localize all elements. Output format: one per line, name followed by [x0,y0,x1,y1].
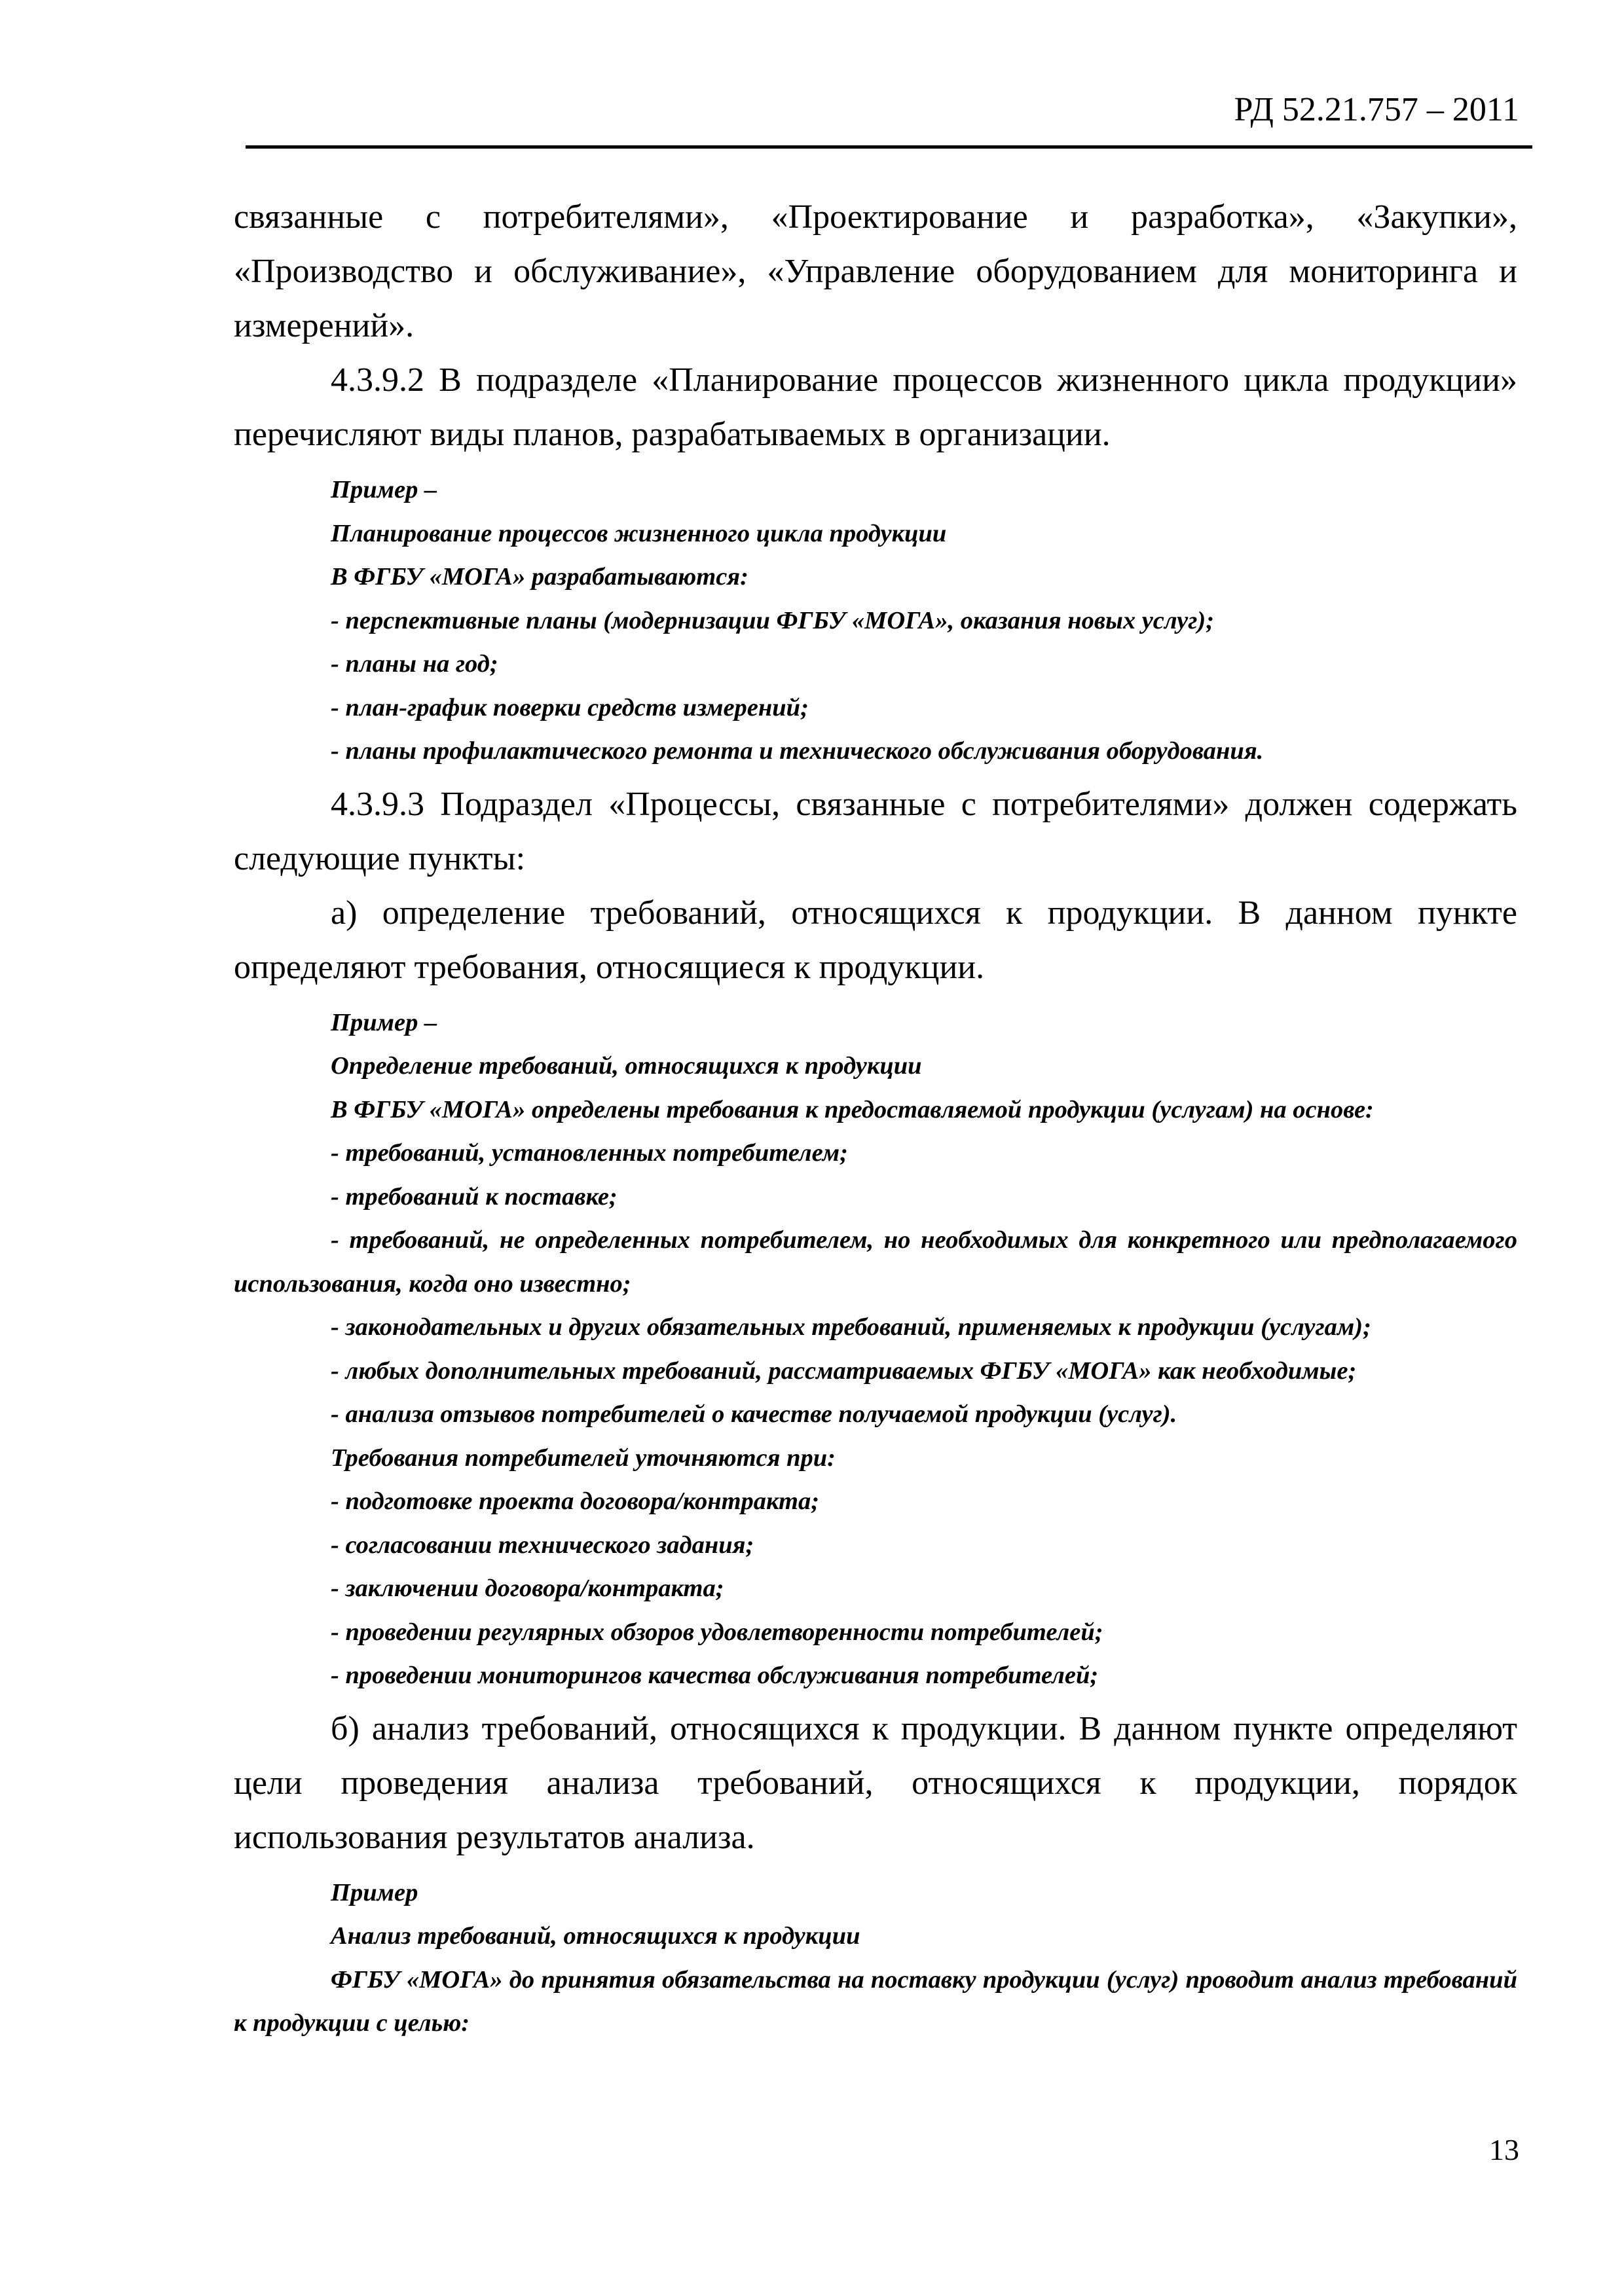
example-list-item: - любых дополнительных требований, рассматриваемых ФГБУ «МОГА» как необходимые; [331,1357,1357,1385]
example-list-item: - план-график поверки средств измерений; [331,693,809,721]
example-line: В ФГБУ «МОГА» разрабатываются: [331,563,748,591]
example-title: Анализ требований, относящихся к продукции [331,1922,860,1950]
example-list-item: - проведении регулярных обзоров удовлетворенности потребителей; [331,1618,1103,1646]
page-number: 13 [1489,2133,1519,2166]
paragraph-item-a: а) определение требований, относящихся к продукции. В данном пункте определяют требования, относящиеся к продукции. [234,894,1517,986]
example-planning [234,468,1517,773]
example-list-item: - согласовании технического задания; [331,1531,754,1559]
paragraph-item-b: б) анализ требований, относящихся к продукции. В данном пункте определяют цели проведения анализа требований, относящихся к продукции, порядок использования результатов анализа. [234,1709,1517,1856]
example-line: Требования потребителей уточняются при: [331,1444,836,1472]
example-list-item: - заключении договора/контракта; [331,1575,724,1602]
header-rule [246,145,1532,149]
example-list-item: - планы профилактического ремонта и технического обслуживания оборудования. [331,737,1264,765]
example-list-item: - планы на год; [331,650,498,678]
paragraph-4-3-9-2: 4.3.9.2 В подразделе «Планирование процессов жизненного цикла продукции» перечисляют виды планов, разрабатываемых в организации. [234,361,1517,453]
example-list-item: - проведении мониторингов качества обслуживания потребителей; [331,1662,1099,1689]
example-label: Пример – [331,1008,437,1036]
example-list-item: - требований, не определенных потребителем, но необходимых для конкретного или предполагаемого использования, когда оно известно; [234,1226,1517,1298]
example-line: В ФГБУ «МОГА» определены требования к предоставляемой продукции (услугам) на основе: [331,1095,1374,1123]
paragraph-4-3-9-3: 4.3.9.3 Подраздел «Процессы, связанные с потребителями» должен содержать следующие пункты: [234,785,1517,877]
example-title: Планирование процессов жизненного цикла продукции [331,519,947,547]
example-list-item: - подготовке проекта договора/контракта; [331,1487,820,1515]
example-label: Пример – [331,476,437,503]
example-list-item: - требований к поставке; [331,1182,618,1211]
example-list-item: - требований, установленных потребителем; [331,1139,848,1167]
example-line: ФГБУ «МОГА» до принятия обязательства на поставку продукции (услуг) проводит анализ требований к продукции с целью: [234,1965,1517,2037]
example-analysis [234,1871,1517,2045]
example-list-item: - анализа отзывов потребителей о качестве получаемой продукции (услуг). [331,1400,1177,1428]
paragraph-continuation: связанные с потребителями», «Проектирование и разработка», «Закупки», «Производство и обслуживание», «Управление оборудованием для мониторинга и измерений». [234,198,1517,344]
document-code: РД 52.21.757 – 2011 [1234,91,1519,128]
example-title: Определение требований, относящихся к продукции [331,1052,922,1080]
page-body [234,190,1517,2045]
example-list-item: - перспективные планы (модернизации ФГБУ «МОГА», оказания новых услуг); [331,606,1215,634]
example-list-item: - законодательных и других обязательных требований, применяемых к продукции (услугам); [331,1313,1371,1341]
example-label: Пример [331,1878,418,1906]
example-requirements [234,1001,1517,1698]
